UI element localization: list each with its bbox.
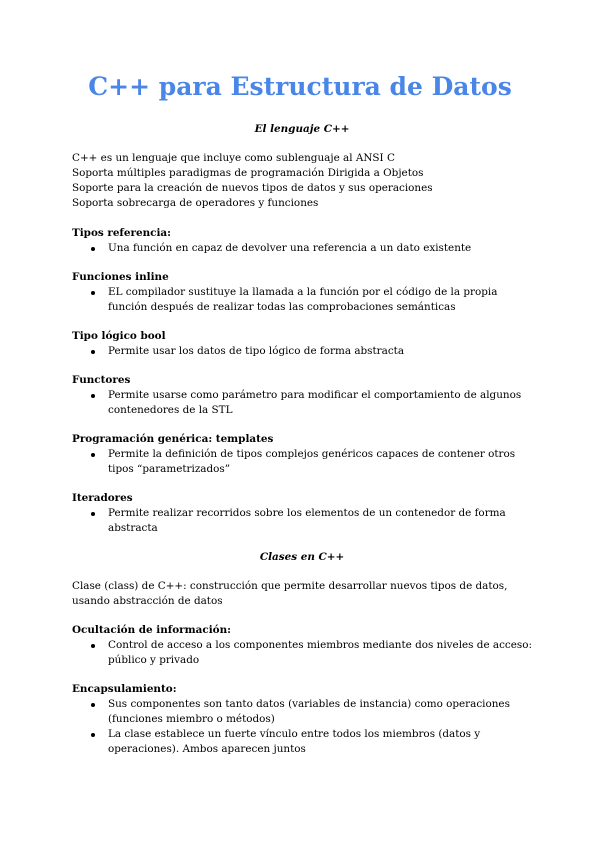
subtitle-el-lenguaje: El lenguaje C++ (254, 123, 350, 135)
list-item-text: EL compilador sustituye la llamada a la función por el código de la propia función después de realizar todas las comprobaciones semánticas (108, 286, 498, 313)
list-item (72, 638, 532, 668)
section-heading: Programación genérica: templates (72, 433, 274, 445)
list-item (72, 344, 532, 359)
bullet-icon (91, 512, 95, 516)
intro-block (72, 151, 532, 211)
section-heading: Ocultación de información: (72, 624, 231, 636)
bullet-icon (91, 703, 95, 707)
list-item-text: Permite usarse como parámetro para modificar el comportamiento de algunos contenedores de la STL (108, 389, 522, 416)
section-tipo-logico-bool (72, 329, 532, 359)
list-item (72, 447, 532, 477)
bullet-icon (91, 394, 95, 398)
section-funciones-inline (72, 270, 532, 315)
section-heading: Functores (72, 374, 131, 386)
list-item (72, 285, 532, 315)
intro-line: Soporta sobrecarga de operadores y funciones (72, 197, 319, 209)
section-heading: Tipos referencia: (72, 227, 171, 239)
intro-line: C++ es un lenguaje que incluye como sublenguaje al ANSI C (72, 152, 395, 164)
subtitle-clases: Clases en C++ (259, 551, 345, 563)
list-item-text: La clase establece un fuerte vínculo entre todos los miembros (datos y operaciones). Ambos aparecen juntos (108, 728, 481, 755)
document-title: C++ para Estructura de Datos (88, 72, 512, 101)
list-item (72, 697, 532, 727)
bullet-icon (91, 733, 95, 737)
section-heading: Iteradores (72, 492, 133, 504)
class-definition: Clase (class) de C++: construcción que permite desarrollar nuevos tipos de datos, usando abstracción de datos (72, 580, 508, 607)
list-item-text: Permite usar los datos de tipo lógico de forma abstracta (108, 345, 405, 357)
bullet-list (72, 506, 532, 536)
list-item (72, 506, 532, 536)
list-item-text: Permite la definición de tipos complejos genéricos capaces de contener otros tipos “parametrizados” (108, 448, 516, 475)
document-body (72, 122, 532, 757)
bullet-icon (91, 350, 95, 354)
list-item (72, 388, 532, 418)
section-heading: Encapsulamiento: (72, 683, 177, 695)
section-heading: Tipo lógico bool (72, 330, 166, 342)
list-item (72, 727, 532, 757)
bullet-icon (91, 291, 95, 295)
bullet-icon (91, 247, 95, 251)
section-encapsulamiento (72, 682, 532, 757)
section-tipos-referencia (72, 226, 532, 256)
section-ocultacion (72, 623, 532, 668)
intro-line: Soporte para la creación de nuevos tipos de datos y sus operaciones (72, 182, 433, 194)
bullet-list (72, 344, 532, 359)
bullet-list (72, 241, 532, 256)
bullet-list (72, 447, 532, 477)
section-heading: Funciones inline (72, 271, 169, 283)
list-item-text: Una función en capaz de devolver una referencia a un dato existente (108, 242, 472, 254)
section-iteradores (72, 491, 532, 536)
list-item-text: Sus componentes son tanto datos (variables de instancia) como operaciones (funciones miembro o métodos) (108, 698, 510, 725)
list-item (72, 241, 532, 256)
bullet-list (72, 697, 532, 757)
intro-line: Soporta múltiples paradigmas de programación Dirigida a Objetos (72, 167, 424, 179)
bullet-list (72, 388, 532, 418)
section-programacion-generica (72, 432, 532, 477)
bullet-icon (91, 644, 95, 648)
bullet-icon (91, 453, 95, 457)
list-item-text: Control de acceso a los componentes miembros mediante dos niveles de acceso: público y privado (108, 639, 532, 666)
bullet-list (72, 638, 532, 668)
section-functores (72, 373, 532, 418)
bullet-list (72, 285, 532, 315)
list-item-text: Permite realizar recorridos sobre los elementos de un contenedor de forma abstracta (108, 507, 506, 534)
